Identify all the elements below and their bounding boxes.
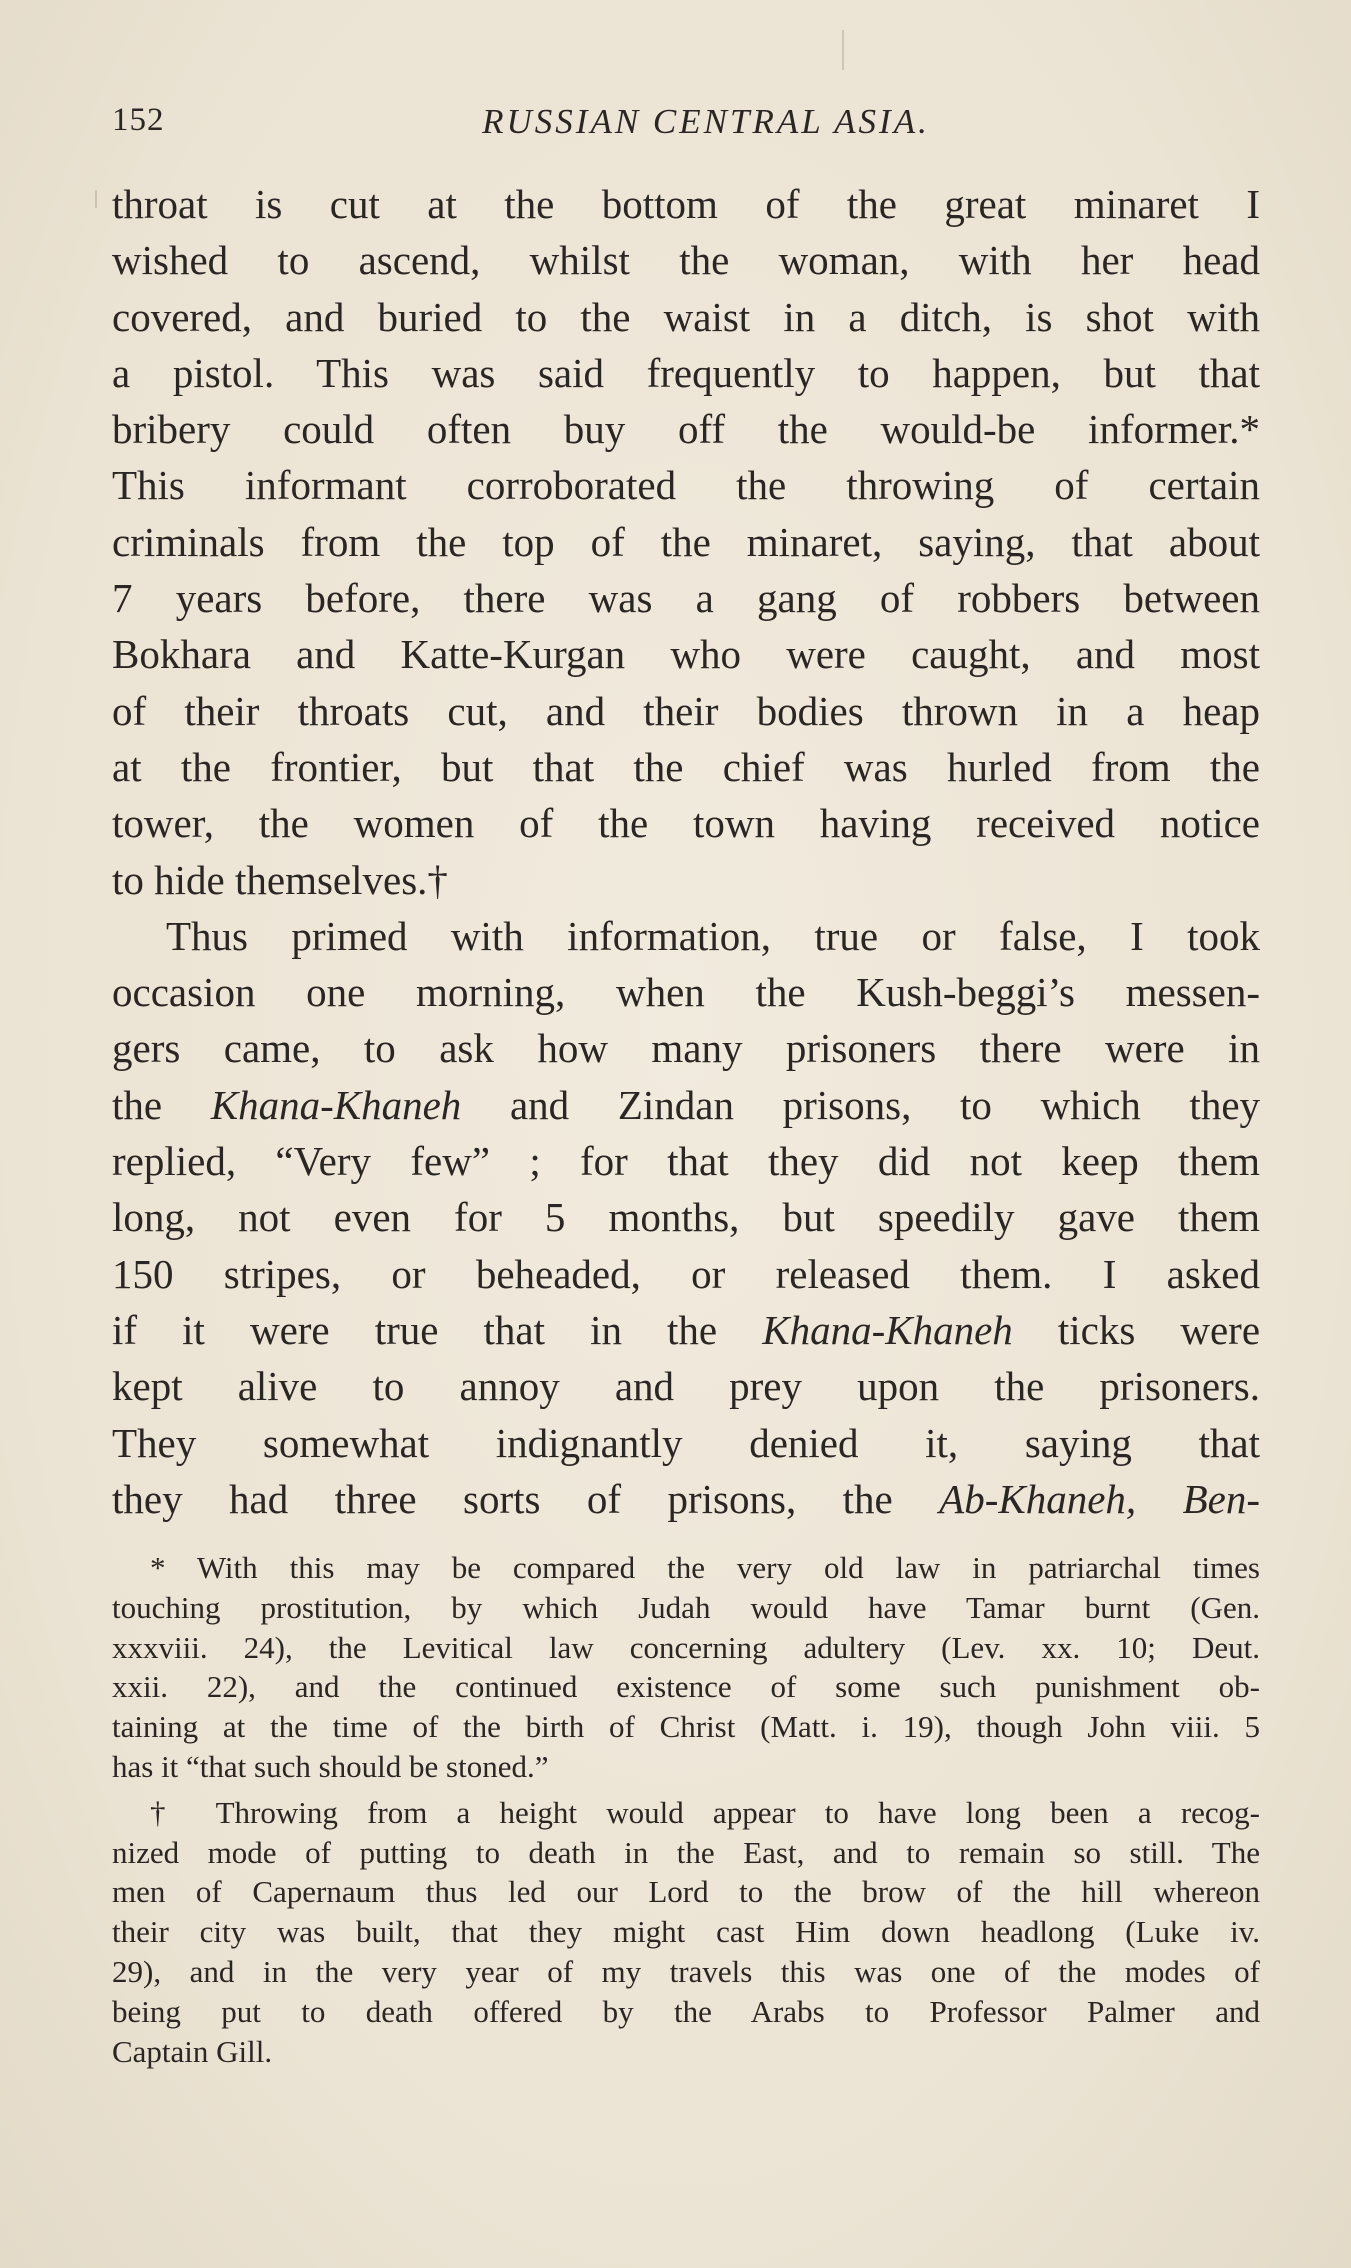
text-line: 150 stripes, or beheaded, or released them. I asked xyxy=(112,1250,1260,1297)
text-line: of their throats cut, and their bodies thrown in a heap xyxy=(112,687,1260,734)
footnote-line: Captain Gill. xyxy=(112,2033,273,2069)
text-line: kept alive to annoy and prey upon the prisoners. xyxy=(112,1363,1260,1410)
footnote-line: 29), and in the very year of my travels this was one of the modes of xyxy=(112,1953,1260,1989)
text-run: if it were true that in the xyxy=(112,1306,718,1353)
footnote-line: has it “that such should be stoned.” xyxy=(112,1748,549,1784)
text-line: Bokhara and Katte-Kurgan who were caught, and most xyxy=(112,631,1260,678)
text-line: covered, and buried to the waist in a ditch, is shot with xyxy=(112,293,1260,340)
paper-speck xyxy=(842,30,844,70)
running-title: RUSSIAN CENTRAL ASIA. xyxy=(482,102,930,141)
footnote-line: * With this may be compared the very old law in patriarchal times xyxy=(150,1550,1260,1585)
text-line xyxy=(112,1077,1260,1133)
text-line: to hide themselves.† xyxy=(112,856,448,903)
footnote-line: men of Capernaum thus led our Lord to the brow of the hill whereon xyxy=(112,1874,1260,1910)
text-line xyxy=(112,1302,1260,1358)
italic-term: Ab-Khaneh, Ben- xyxy=(939,1475,1260,1522)
main-text xyxy=(112,176,1260,1527)
footnotes xyxy=(112,1548,1260,2071)
text-line: Thus primed with information, true or false, I took xyxy=(166,912,1260,959)
text-line: 7 years before, there was a gang of robbers between xyxy=(112,575,1260,622)
page-number: 152 xyxy=(112,102,165,138)
footnote-line: xxii. 22), and the continued existence of some such punishment ob- xyxy=(112,1669,1260,1705)
footnote-line: being put to death offered by the Arabs to Professor Palmer and xyxy=(112,1993,1260,2029)
text-line xyxy=(112,1471,1260,1527)
text-run: the xyxy=(112,1081,163,1128)
text-line: This informant corroborated the throwing of certain xyxy=(112,462,1260,509)
footnote-line: † Throwing from a height would appear to have long been a recog- xyxy=(150,1794,1260,1830)
text-run: and Zindan prisons, to which they xyxy=(509,1081,1260,1128)
italic-term: Khana-Khaneh xyxy=(210,1081,462,1128)
footnote-line: taining at the time of the birth of Christ (Matt. i. 19), though John viii. 5 xyxy=(112,1709,1260,1745)
page-header xyxy=(112,102,1260,152)
italic-term: Khana-Khaneh xyxy=(762,1306,1013,1353)
footnote-dagger xyxy=(112,1793,1260,2072)
text-run: ticks were xyxy=(1057,1306,1260,1353)
text-line: They somewhat indignantly denied it, saying that xyxy=(112,1419,1260,1466)
text-line: long, not even for 5 months, but speedily gave them xyxy=(112,1194,1260,1241)
text-run: they had three sorts of prisons, the xyxy=(112,1475,893,1522)
text-line: at the frontier, but that the chief was hurled from the xyxy=(112,743,1260,790)
text-line: throat is cut at the bottom of the great minaret I xyxy=(112,181,1260,227)
footnote-line: nized mode of putting to death in the East, and to remain so still. The xyxy=(112,1834,1260,1870)
footnote-line: their city was built, that they might cast Him down headlong (Luke iv. xyxy=(112,1914,1260,1950)
footnote-line: touching prostitution, by which Judah would have Tamar burnt (Gen. xyxy=(112,1589,1260,1625)
paper-speck xyxy=(95,190,97,208)
text-line: criminals from the top of the minaret, saying, that about xyxy=(112,518,1260,565)
text-line: tower, the women of the town having received notice xyxy=(112,800,1260,847)
text-line: occasion one morning, when the Kush-beggi’s messen- xyxy=(112,969,1260,1016)
text-line: gers came, to ask how many prisoners there were in xyxy=(112,1025,1260,1072)
text-line: replied, “Very few” ; for that they did not keep them xyxy=(112,1138,1260,1185)
footnote-asterisk xyxy=(112,1548,1260,1787)
text-line: wished to ascend, whilst the woman, with her head xyxy=(112,237,1260,284)
footnote-line: xxxviii. 24), the Levitical law concerning adultery (Lev. xx. 10; Deut. xyxy=(112,1629,1260,1665)
text-line: bribery could often buy off the would-be informer.* xyxy=(112,406,1260,453)
text-line: a pistol. This was said frequently to happen, but that xyxy=(112,349,1260,396)
